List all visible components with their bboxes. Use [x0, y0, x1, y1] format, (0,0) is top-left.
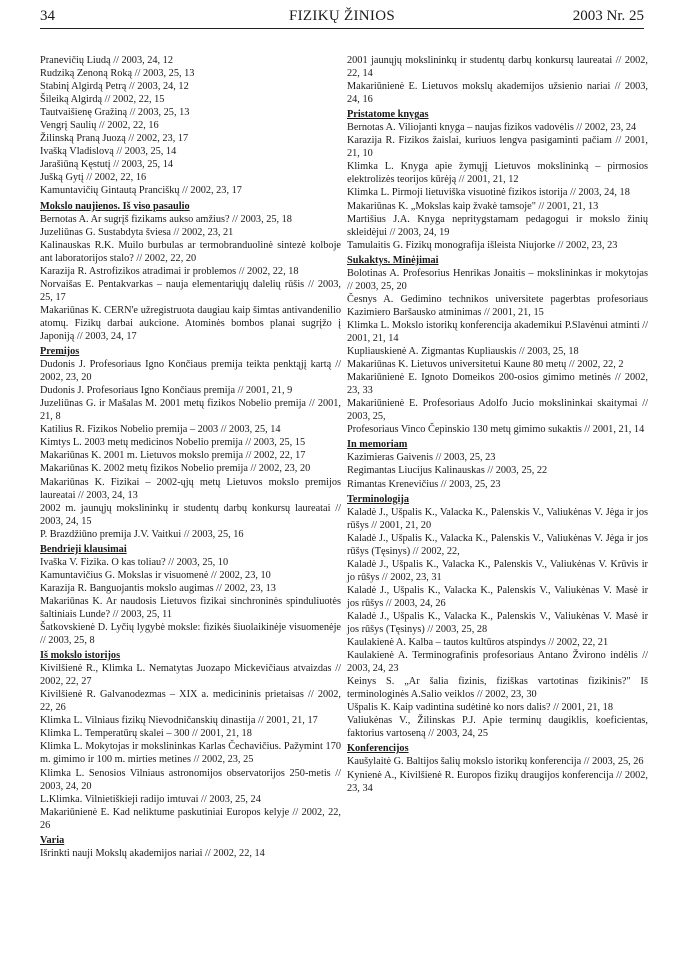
index-entry: Makariūnas K. Ar naudosis Lietuvos fizikai sinchroninės spinduliuotės šaltiniais Lunde? // 2003, 25, 11 — [40, 595, 341, 620]
journal-title: FIZIKŲ ŽINIOS — [289, 8, 395, 24]
index-entry: Karazija R. Banguojantis mokslo augimas // 2002, 23, 13 — [40, 582, 276, 594]
index-entry: Makariūnienė E. Ignoto Domeikos 200-osios gimimo metinės // 2002, 23, 33 — [347, 372, 648, 397]
index-entry: Dudonis J. Profesoriaus Igno Končiaus premija // 2001, 21, 9 — [40, 385, 293, 397]
index-entry: Šatkovskienė D. Lyčių lygybė moksle: fizikės šiuolaikinėje visuomenėje // 2003, 25, 8 — [40, 622, 341, 647]
index-entry: Tautvaišienę Gražiną // 2003, 25, 13 — [40, 107, 190, 119]
page-number: 34 — [40, 8, 55, 24]
index-entry: Kivilšienė R. Galvanodezmas – XIX a. medicininis prietaisas // 2002, 22, 26 — [40, 689, 341, 714]
index-entry: Kaladė J., Ušpalis K., Valacka K., Palenskis V., Valiukėnas V. Masė ir jos rūšys (Tęsinys) // 2003, 25, 28 — [347, 610, 648, 636]
index-entry: P. Brazdžiūno premija J.V. Vaitkui // 2003, 25, 16 — [40, 528, 244, 540]
section-heading: Pristatome knygas — [347, 109, 429, 121]
index-entry: Valiukėnas V., Žilinskas P.J. Apie terminų daugiklis, koeficientas, faktorius vartoseną // 2003, 24, 25 — [347, 715, 648, 740]
index-entry: Bernotas A. Ar sugrįš fizikams aukso amžius? // 2003, 25, 18 — [40, 213, 292, 225]
index-entry: 2002 m. jaunųjų mokslininkų ir studentų darbų konkursų laureatai // 2003, 24, 15 — [40, 502, 341, 527]
index-entry: Česnys A. Gedimino technikos universitete pagerbtas profesoriaus Kazimiero Baršausko atminimas // 2001, 21, 15 — [347, 293, 648, 318]
index-entry: Bernotas A. Viliojanti knyga – naujas fizikos vadovėlis // 2002, 23, 24 — [347, 122, 637, 134]
index-entry: Tamulaitis G. Fizikų monografija išleista Niujorke // 2002, 23, 23 — [347, 239, 618, 251]
index-entry: Kynienė A., Kivilšienė R. Europos fizikų draugijos konferencija // 2002, 23, 34 — [347, 769, 648, 794]
index-entry: Klimka L. Pirmoji lietuviška visuotinė fizikos istorija // 2003, 24, 18 — [347, 187, 630, 199]
section-heading: In memoriam — [347, 439, 408, 451]
right-column — [347, 54, 648, 795]
index-entry: Kimtys L. 2003 metų medicinos Nobelio premija // 2003, 25, 15 — [40, 437, 306, 449]
index-entry: Klimka L. Mokytojas ir mokslininkas Karlas Čechavičius. Pažymint 170 m. gimimo ir 100 m. mirties metines // 2002, 23, 25 — [40, 741, 341, 766]
index-entry: Vengrį Saulių // 2002, 22, 16 — [40, 120, 159, 132]
index-entry: Kazimieras Gaivenis // 2003, 25, 23 — [347, 452, 496, 464]
index-entry: Klimka L. Vilniaus fizikų Nievodničanskių dinastija // 2001, 21, 17 — [40, 715, 318, 727]
page-header — [40, 6, 644, 29]
index-entry: Kaladė J., Ušpalis K., Valacka K., Palenskis V., Valiukėnas V. Krūvis ir jo rūšys // 2002, 23, 31 — [347, 558, 648, 583]
index-entry: Makariūnas K. Lietuvos universitetui Kaune 80 metų // 2002, 22, 2 — [347, 359, 624, 371]
index-entry: Kaladė J., Ušpalis K., Valacka K., Palenskis V., Valiukėnas V. Jėga ir jos rūšys // 2001, 21, 20 — [347, 506, 648, 531]
index-entry: Karazija R. Astrofizikos atradimai ir problemos // 2002, 22, 18 — [40, 265, 299, 277]
index-entry: Keinys S. „Ar šalia fizinis, fiziškas vartotinas fizikinis?" Iš terminologinės A.Salio veiklos // 2002, 23, 30 — [347, 676, 648, 701]
index-entry: Juzeliūnas G. ir Mašalas M. 2001 metų fizikos Nobelio premija // 2001, 21, 8 — [40, 398, 341, 423]
index-entry: Profesoriaus Vinco Čepinskio 130 metų gimimo sukaktis // 2001, 21, 14 — [347, 424, 645, 436]
index-entry: Stabinį Algirdą Petrą // 2003, 24, 12 — [40, 81, 189, 93]
index-entry: 2001 jaunųjų mokslininkų ir studentų darbų konkursų laureatai // 2002, 22, 14 — [347, 55, 648, 80]
index-entry: Klimka L. Senosios Vilniaus astronomijos observatorijos 250-metis // 2003, 24, 20 — [40, 767, 341, 792]
index-entry: Martišius J.A. Knyga nepritygstamam pedagogui ir mokslo žinių skleidėjui // 2003, 24, 19 — [347, 213, 648, 238]
index-entry: Kivilšienė R., Klimka L. Nematytas Juozapo Mickevičiaus atvaizdas // 2002, 22, 27 — [40, 663, 341, 688]
index-entry: Jušką Gytį // 2002, 22, 16 — [40, 172, 147, 184]
issue-label: 2003 Nr. 25 — [572, 8, 644, 24]
index-entry: Rudziką Zenoną Roką // 2003, 25, 13 — [40, 68, 195, 80]
section-heading: Bendrieji klausimai — [40, 543, 127, 555]
section-heading: Premijos — [40, 346, 80, 358]
index-entry: Makariūnas K. 2002 metų fizikos Nobelio premija // 2002, 23, 20 — [40, 463, 311, 475]
section-heading: Mokslo naujienos. Iš viso pasaulio — [40, 200, 190, 212]
section-heading: Konferencijos — [347, 743, 409, 755]
index-entry: Makariūnienė E. Profesoriaus Adolfo Jucio mokslininkai skaitymai // 2003, 25, — [347, 398, 648, 423]
index-entry: Kalinauskas R.K. Muilo burbulas ar termobranduolinė sintezė kolboje ant laboratorijos stalo? // 2002, 22, 20 — [40, 239, 341, 264]
index-entry: Makariūnas K. 2001 m. Lietuvos mokslo premija // 2002, 22, 17 — [40, 450, 306, 462]
index-entry: Ivašką Vladislovą // 2003, 25, 14 — [40, 146, 177, 158]
index-entry: Klimka L. Temperatūrų skalei – 300 // 2001, 21, 18 — [40, 728, 252, 740]
index-entry: Regimantas Liucijus Kalinauskas // 2003, 25, 22 — [347, 465, 548, 477]
index-entry: Išrinkti nauji Mokslų akademijos nariai // 2002, 22, 14 — [40, 847, 265, 859]
index-entry: Rimantas Krenevičius // 2003, 25, 23 — [347, 478, 501, 490]
index-entry: Ušpalis K. Kaip vadintina sudėtinė ko nors dalis? // 2001, 21, 18 — [347, 702, 613, 714]
left-column — [40, 54, 341, 860]
index-entry: Kamuntavičių Gintautą Pranciškų // 2002, 23, 17 — [40, 185, 242, 197]
index-entry: Kaladė J., Ušpalis K., Valacka K., Palenskis V., Valiukėnas V. Jėga ir jos rūšys (Tęsinys) // 2002, 22, — [347, 532, 648, 557]
index-entry: Makariūnas K. Fizikai – 2002-ųjų metų Lietuvos mokslo premijos laureatai // 2003, 24, 13 — [40, 476, 341, 501]
index-entry: Klimka L. Mokslo istorikų konferencija akademikui P.Slavėnui atminti // 2001, 21, 14 — [347, 319, 648, 344]
index-entry: Kaulakienė A. Terminografinis profesoriaus Antano Žvirono indėlis // 2003, 24, 23 — [347, 650, 648, 675]
index-entry: Kaladė J., Ušpalis K., Valacka K., Palenskis V., Valiukėnas V. Masė ir jos rūšys // 2003, 24, 26 — [347, 584, 648, 609]
index-entry: Kamuntavičius G. Mokslas ir visuomenė // 2002, 23, 10 — [40, 569, 271, 581]
index-entry: Jarašiūną Kęstutį // 2003, 25, 14 — [40, 159, 173, 171]
index-entry: Pranevičių Liudą // 2003, 24, 12 — [40, 55, 173, 66]
section-heading: Varia — [40, 834, 65, 846]
index-entry: Klimka L. Knyga apie žymųjį Lietuvos mokslininką – pirmosios elektrolizės teorijos kūrėją // 2001, 21, 12 — [347, 161, 648, 186]
index-entry: Žilinską Praną Juozą // 2002, 23, 17 — [40, 133, 189, 145]
index-entry: Katilius R. Fizikos Nobelio premija – 2003 // 2003, 25, 14 — [40, 424, 281, 436]
index-entry: Makariūnienė E. Kad neliktume paskutiniai Europos kelyje // 2002, 22, 26 — [40, 806, 341, 831]
index-entry: Juzeliūnas G. Sustabdyta šviesa // 2002, 23, 21 — [40, 226, 234, 238]
index-entry: Kaušylaitė G. Baltijos šalių mokslo istorikų konferencija // 2003, 25, 26 — [347, 756, 644, 768]
index-entry: Kupliauskienė A. Zigmantas Kupliauskis // 2003, 25, 18 — [347, 346, 579, 358]
index-entry: L.Klimka. Vilnietiškieji radijo imtuvai // 2003, 25, 24 — [40, 793, 261, 805]
section-heading: Iš mokslo istorijos — [40, 650, 121, 662]
index-entry: Makariūnienė E. Lietuvos mokslų akademijos užsienio nariai // 2003, 24, 16 — [347, 81, 648, 106]
section-heading: Sukaktys. Minėjimai — [347, 254, 439, 266]
index-entry: Makariūnas K. „Mokslas kaip žvakė tamsoje" // 2001, 21, 13 — [347, 200, 599, 212]
index-entry: Dudonis J. Profesoriaus Igno Končiaus premija teikta penktąjį kartą // 2002, 23, 20 — [40, 359, 341, 384]
index-entry: Makariūnas K. CERN'e užregistruota daugiau kaip šimtas antivandenilio atomų. Fizikų darbai aukcione. Atominės bombos planai sugrįžo į Japoniją // 2003, 24, 17 — [40, 304, 341, 342]
section-heading: Terminologija — [347, 493, 409, 505]
index-entry: Kaulakienė A. Kalba – tautos kultūros atspindys // 2002, 22, 21 — [347, 637, 609, 649]
index-entry: Bolotinas A. Profesorius Henrikas Jonaitis – mokslininkas ir mokytojas // 2003, 25, 20 — [347, 267, 648, 292]
index-entry: Karazija R. Fizikos žaislai, kuriuos lengva pasigaminti pačiam // 2001, 21, 10 — [347, 135, 648, 160]
index-entry: Šileiką Algirdą // 2002, 22, 15 — [40, 94, 165, 106]
index-entry: Ivaška V. Fizika. O kas toliau? // 2003, 25, 10 — [40, 556, 229, 568]
index-entry: Norvaišas E. Pentakvarkas – nauja elementariųjų dalelių rūšis // 2003, 25, 17 — [40, 278, 341, 303]
